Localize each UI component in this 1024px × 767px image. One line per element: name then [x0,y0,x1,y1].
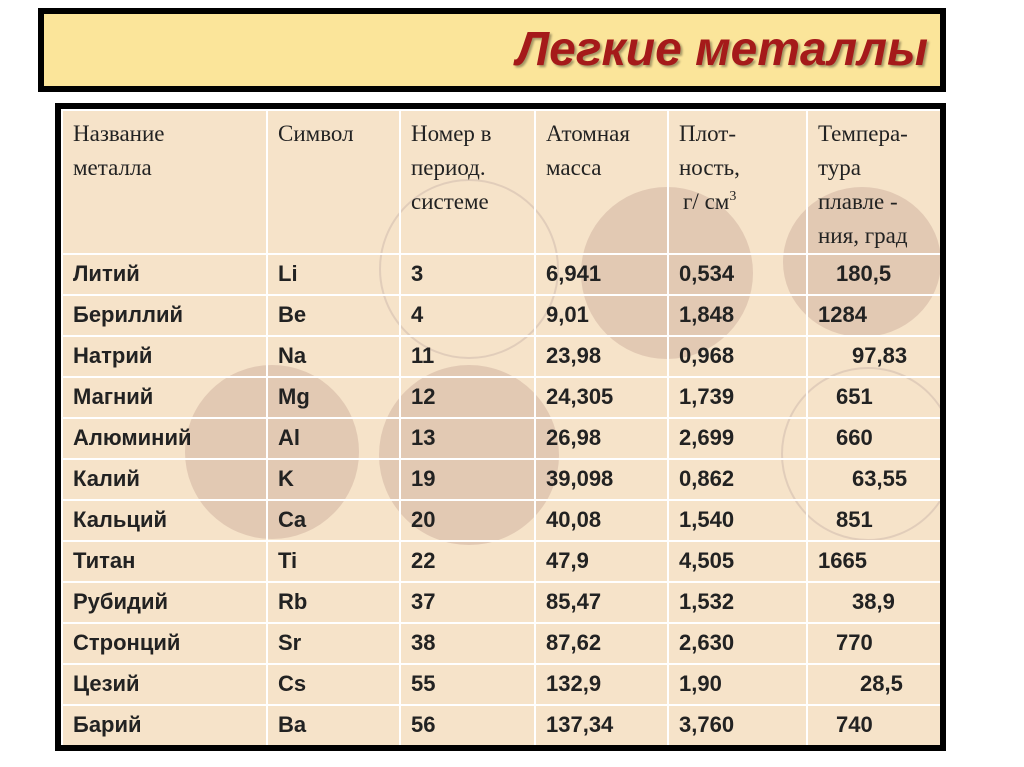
cell-name: Литий [62,254,267,295]
cell-melting: 770 [807,623,940,664]
cell-melting: 38,9 [807,582,940,623]
cell-symbol: Ti [267,541,400,582]
header-symbol: Символ [267,110,400,254]
header-mass: Атомная масса [535,110,668,254]
cell-melting: 651 [807,377,940,418]
cell-symbol: Cs [267,664,400,705]
cell-name: Стронций [62,623,267,664]
table-row [62,377,940,418]
cell-symbol: Be [267,295,400,336]
cell-mass: 132,9 [535,664,668,705]
cell-mass: 85,47 [535,582,668,623]
cell-density: 3,760 [668,705,807,745]
cell-melting: 63,55 [807,459,940,500]
cell-number: 38 [400,623,535,664]
cell-mass: 137,34 [535,705,668,745]
cell-number: 12 [400,377,535,418]
cell-melting: 180,5 [807,254,940,295]
table-row [62,664,940,705]
cell-symbol: Ba [267,705,400,745]
title-banner [38,8,946,92]
cell-number: 22 [400,541,535,582]
cell-density: 1,739 [668,377,807,418]
table-panel [55,103,946,751]
cell-number: 3 [400,254,535,295]
cell-density: 0,534 [668,254,807,295]
cell-number: 13 [400,418,535,459]
cell-name: Рубидий [62,582,267,623]
cell-symbol: Sr [267,623,400,664]
header-row [62,110,940,254]
metals-table [61,109,940,745]
cell-melting: 1284 [807,295,940,336]
header-name: Название металла [62,110,267,254]
table-row [62,623,940,664]
cell-name: Кальций [62,500,267,541]
header-melting: Темпера- тура плавле - ния, град [807,110,940,254]
cell-name: Калий [62,459,267,500]
table-row [62,418,940,459]
cell-mass: 9,01 [535,295,668,336]
cell-density: 1,532 [668,582,807,623]
cell-density: 0,968 [668,336,807,377]
cell-name: Магний [62,377,267,418]
cell-symbol: Mg [267,377,400,418]
cell-density: 2,699 [668,418,807,459]
cell-melting: 28,5 [807,664,940,705]
cell-symbol: Rb [267,582,400,623]
page-title: Легкие металлы [516,23,928,76]
cell-melting: 740 [807,705,940,745]
cell-number: 56 [400,705,535,745]
cell-symbol: Li [267,254,400,295]
cell-number: 20 [400,500,535,541]
table-inner [61,109,940,745]
cell-mass: 40,08 [535,500,668,541]
table-row [62,295,940,336]
cell-density: 1,848 [668,295,807,336]
cell-name: Бериллий [62,295,267,336]
cell-mass: 23,98 [535,336,668,377]
cell-symbol: K [267,459,400,500]
cell-mass: 39,098 [535,459,668,500]
cell-number: 55 [400,664,535,705]
cell-mass: 26,98 [535,418,668,459]
cell-density: 2,630 [668,623,807,664]
cell-name: Цезий [62,664,267,705]
cell-density: 0,862 [668,459,807,500]
cell-density: 4,505 [668,541,807,582]
cell-symbol: Na [267,336,400,377]
cell-density: 1,540 [668,500,807,541]
cell-melting: 660 [807,418,940,459]
header-density: Плот- ность, г/ $см^3$ [668,110,807,254]
cell-number: 19 [400,459,535,500]
cell-mass: 24,305 [535,377,668,418]
cell-symbol: Ca [267,500,400,541]
table-row [62,500,940,541]
cell-melting: 851 [807,500,940,541]
cell-mass: 87,62 [535,623,668,664]
cell-name: Барий [62,705,267,745]
cell-density: 1,90 [668,664,807,705]
cell-melting: 97,83 [807,336,940,377]
cell-mass: 6,941 [535,254,668,295]
header-number: Номер в период. системе [400,110,535,254]
table-row [62,705,940,745]
cell-name: Титан [62,541,267,582]
table-row [62,459,940,500]
cell-melting: 1665 [807,541,940,582]
cell-number: 11 [400,336,535,377]
cell-symbol: Al [267,418,400,459]
table-row [62,541,940,582]
cell-mass: 47,9 [535,541,668,582]
table-row [62,254,940,295]
table-row [62,336,940,377]
cell-number: 4 [400,295,535,336]
cell-name: Алюминий [62,418,267,459]
table-row [62,582,940,623]
cell-number: 37 [400,582,535,623]
cell-name: Натрий [62,336,267,377]
